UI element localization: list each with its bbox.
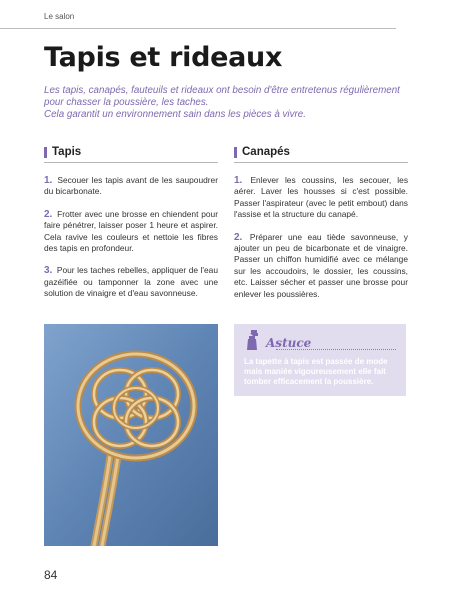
tapis-step-3 [44,265,218,299]
heading-bar-icon [234,147,237,158]
tapis-step-1 [44,175,218,198]
spray-bottle-icon [244,330,260,355]
tapis-column [44,146,218,311]
step-number: 2. [234,231,243,243]
carpet-beater-photo [44,324,218,546]
canapes-step-1 [234,175,408,221]
step-text: Frotter avec une brosse en chiendent pour faire pénétrer, laisser poser 1 heure et aspirer. Cela ravive les couleurs et nettoie les fibres des tapis en profondeur. [44,208,218,254]
tip-title: Astuce [266,335,312,350]
step-text: Enlever les coussins, les secouer, les aérer. Laver les housses si c'est possible. Passer l'aspirateur (avec le petit embout) dans l'assise et la structure du canapé. [234,175,409,220]
canapes-column [234,146,408,311]
canapes-heading-text: Canapés [242,146,290,158]
intro [44,85,416,121]
heading-bar-icon [44,147,47,158]
step-text: Préparer une eau tiède savonneuse, y ajouter un peu de bicarbonate et de vinaigre. Passer un chiffon humidifié avec ce mélange sur les accoudoirs, le dossier, les coussins, etc. Laisser sécher et passer une brosse pour enlever les poussières. [234,231,408,299]
step-number: 3. [44,265,53,277]
tapis-heading-text: Tapis [52,146,82,158]
top-rule [0,28,396,29]
step-text: Pour les taches rebelles, appliquer de l'eau gazéifiée ou tamponner la zone avec une solution de vinaigre et d'eau savonneuse. [44,265,218,299]
tip-divider [276,349,396,350]
intro-line-2: Cela garantit un environnement sain dans les pièces à vivre. [44,109,306,120]
step-number: 1. [44,175,53,186]
tip-header [244,330,311,355]
intro-line-1: Les tapis, canapés, fauteuils et rideaux ont besoin d'être entretenus régulièrement pour chasser la poussière, les taches. [44,85,400,108]
tip-text: La tapette à tapis est passée de mode mais maniée vigoureusement elle fait tomber efficacement la poussière. [244,357,388,387]
section-label: Le salon [44,12,75,21]
step-number: 1. [234,175,243,186]
tapis-step-2 [44,209,218,255]
step-number: 2. [44,208,53,220]
canapes-heading [234,146,408,163]
step-text: Secouer les tapis avant de les saupoudrer du bicarbonate. [44,175,218,197]
page-number: 84 [44,568,58,582]
canapes-step-2 [234,232,408,300]
tip-box [234,324,406,396]
tapis-heading [44,146,218,163]
page-title: Tapis et rideaux [44,42,283,73]
